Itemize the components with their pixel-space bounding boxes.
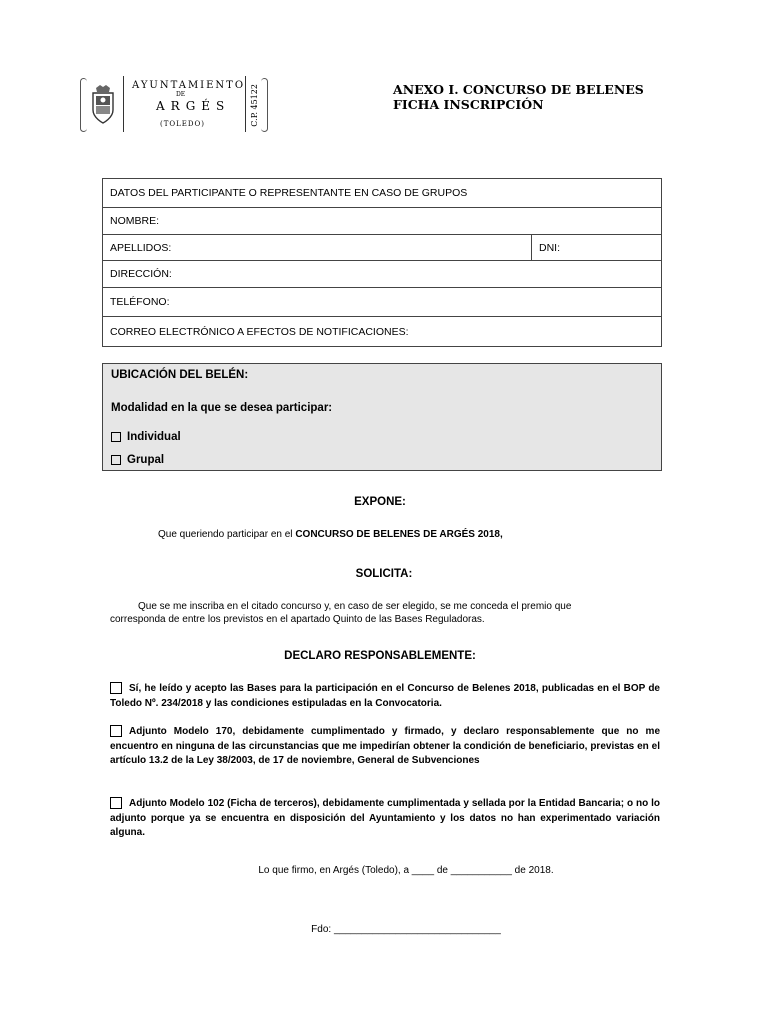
title-line2: FICHA INSCRIPCIÓN (393, 97, 544, 112)
option-grupal[interactable] (111, 454, 164, 466)
coat-of-arms-icon (90, 84, 116, 124)
firma-fdo[interactable]: Fdo: ______________________________ (311, 924, 501, 935)
stamp-line3: ARGÉS (156, 99, 231, 113)
checkbox-declaro-1[interactable] (110, 682, 122, 694)
declaro-item3-text: Adjunto Modelo 102 (Ficha de terceros), debidamente cumplimentada y sellada por la Entidad Bancaria; o no lo adjunto porque ya se encuentra en disposición del Ayuntamiento y los datos no han experimentado variación alguna. (110, 798, 660, 838)
ayuntamiento-stamp (80, 74, 268, 134)
expone-text-bold: CONCURSO DE BELENES DE ARGÉS 2018, (295, 529, 503, 540)
solicita-line2: corresponda de entre los previstos en el apartado Quinto de las Bases Reguladoras. (110, 614, 485, 625)
title-line1: ANEXO I. CONCURSO DE BELENES (393, 82, 644, 97)
ubicacion-title: UBICACIÓN DEL BELÉN: (111, 369, 249, 381)
declaro-item1-text: Sí, he leído y acepto las Bases para la participación en el Concurso de Belenes 2018, publicadas en el BOP de Toledo Nº. 234/2018 y las condiciones estipuladas en la Convocatoria. (110, 683, 660, 709)
stamp-line4: (TOLEDO) (160, 120, 205, 128)
expone-heading: EXPONE: (354, 496, 406, 508)
solicita-line1: Que se me inscriba en el citado concurso y, en caso de ser elegido, se me conceda el premio que (138, 601, 572, 612)
declaro-item1[interactable] (110, 682, 660, 711)
solicita-heading: SOLICITA: (355, 568, 413, 580)
direccion-field[interactable]: DIRECCIÓN: (103, 260, 661, 287)
checkbox-individual[interactable] (111, 432, 121, 442)
stamp-left-bracket (80, 78, 87, 132)
modalidad-label: Modalidad en la que se desea participar: (111, 402, 333, 414)
declaro-item3[interactable] (110, 797, 660, 841)
apellidos-row (103, 234, 661, 260)
participant-form (102, 178, 662, 347)
declaro-item2-text: Adjunto Modelo 170, debidamente cumplimentado y firmado, y declaro responsablemente que no me encuentro en ninguna de las circunstancias que me impedirían obtener la condición de beneficiario, previstas en el artículo 13.2 de la Ley 38/2003, de 17 de noviembre, General de Subvenciones (110, 726, 660, 766)
stamp-right-bracket (261, 78, 268, 132)
option-individual[interactable] (111, 431, 181, 443)
telefono-field[interactable]: TELÉFONO: (103, 287, 661, 316)
declaro-item2[interactable] (110, 725, 660, 769)
dni-field[interactable]: DNI: (531, 235, 661, 260)
stamp-divider-2 (245, 76, 246, 132)
correo-field[interactable]: CORREO ELECTRÓNICO A EFECTOS DE NOTIFICACIONES: (103, 316, 661, 346)
stamp-divider (123, 76, 124, 132)
expone-text (158, 529, 503, 540)
stamp-postal-code: C.P. 45122 (250, 84, 259, 127)
option-grupal-label: Grupal (127, 454, 165, 466)
page-title (393, 82, 644, 112)
ubicacion-section (102, 363, 662, 471)
checkbox-grupal[interactable] (111, 455, 121, 465)
option-individual-label: Individual (127, 431, 181, 443)
checkbox-declaro-3[interactable] (110, 797, 122, 809)
declaro-heading: DECLARO RESPONSABLEMENTE: (284, 650, 476, 662)
nombre-field[interactable]: NOMBRE: (103, 207, 661, 234)
stamp-line1: AYUNTAMIENTO (132, 80, 246, 91)
apellidos-field[interactable]: APELLIDOS: (110, 241, 172, 254)
stamp-line2: DE (176, 91, 186, 98)
expone-text-pre: Que queriendo participar en el (158, 529, 296, 540)
form-section-title: DATOS DEL PARTICIPANTE O REPRESENTANTE EN CASO DE GRUPOS (110, 187, 468, 199)
firma-lugar: Lo que firmo, en Argés (Toledo), a ____ de ___________ de 2018. (258, 865, 554, 876)
checkbox-declaro-2[interactable] (110, 725, 122, 737)
